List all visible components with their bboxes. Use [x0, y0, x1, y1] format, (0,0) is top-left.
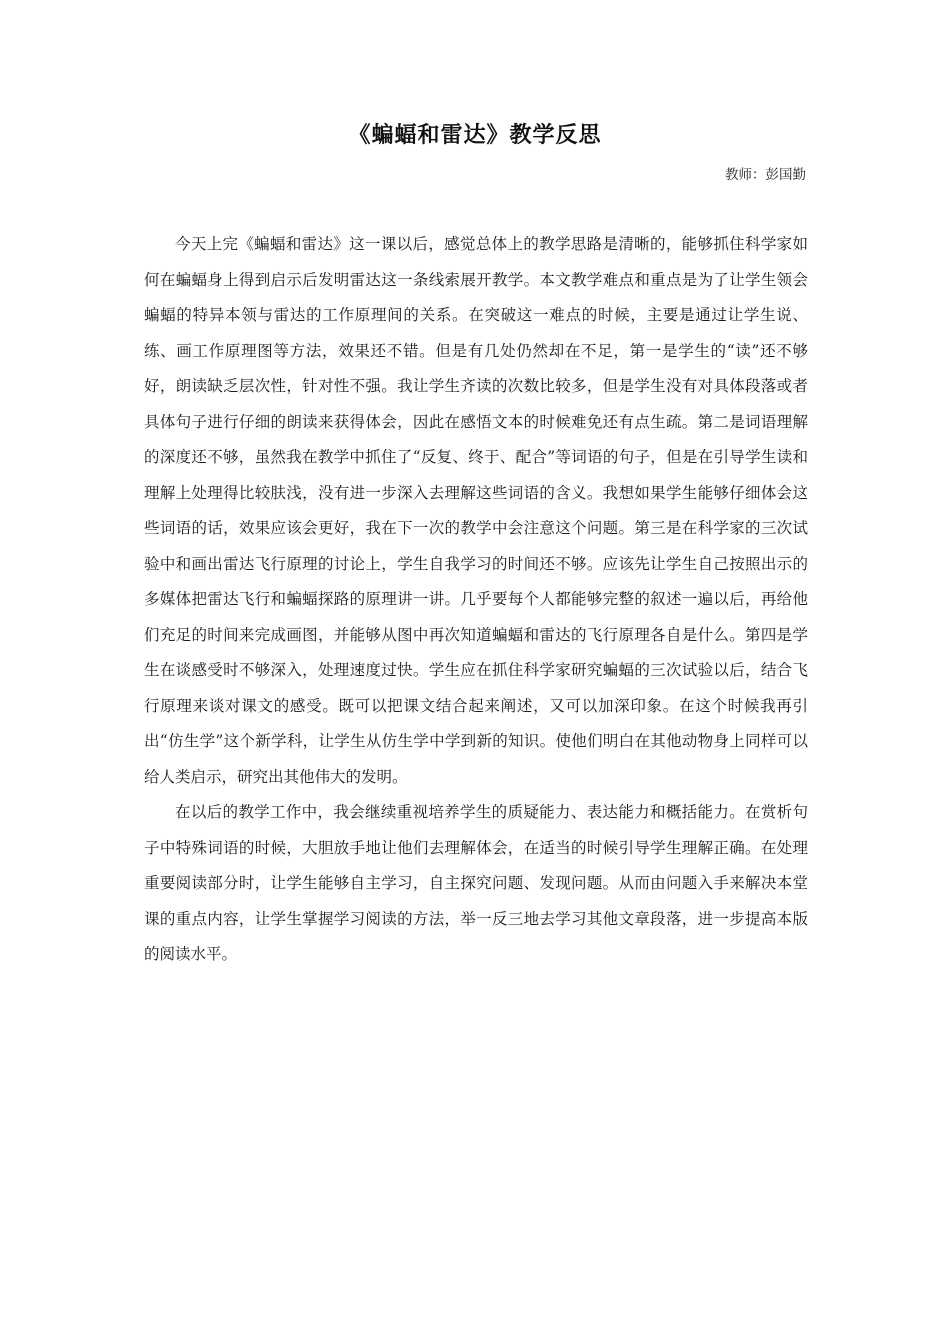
- paragraph-1: 今天上完《蝙蝠和雷达》这一课以后，感觉总体上的教学思路是清晰的，能够抓住科学家如何在蝙蝠身上得到启示后发明雷达这一条线索展开教学。本文教学难点和重点是为了让学生领会蝙蝠的特异本领与雷达的工作原理间的关系。在突破这一难点的时候，主要是通过让学生说、练、画工作原理图等方法，效果还不错。但是有几处仍然却在不足，第一是学生的“读”还不够好，朗读缺乏层次性，针对性不强。我让学生齐读的次数比较多，但是学生没有对具体段落或者具体句子进行仔细的朗读来获得体会，因此在感悟文本的时候难免还有点生疏。第二是词语理解的深度还不够，虽然我在教学中抓住了“反复、终于、配合”等词语的句子，但是在引导学生读和理解上处理得比较肤浅，没有进一步深入去理解这些词语的含义。我想如果学生能够仔细体会这些词语的话，效果应该会更好，我在下一次的教学中会注意这个问题。第三是在科学家的三次试验中和画出雷达飞行原理的讨论上，学生自我学习的时间还不够。应该先让学生自己按照出示的多媒体把雷达飞行和蝙蝠探路的原理讲一讲。几乎要每个人都能够完整的叙述一遍以后，再给他们充足的时间来完成画图，并能够从图中再次知道蝙蝠和雷达的飞行原理各自是什么。第四是学生在谈感受时不够深入，处理速度过快。学生应在抓住科学家研究蝙蝠的三次试验以后，结合飞行原理来谈对课文的感受。既可以把课文结合起来阐述，又可以加深印象。在这个时候我再引出“仿生学”这个新学科，让学生从仿生学中学到新的知识。使他们明白在其他动物身上同样可以给人类启示，研究出其他伟大的发明。: [144, 235, 808, 786]
- paragraph-2: 在以后的教学工作中，我会继续重视培养学生的质疑能力、表达能力和概括能力。在赏析句子中特殊词语的时候，大胆放手地让他们去理解体会，在适当的时候引导学生理解正确。在处理重要阅读部分时，让学生能够自主学习，自主探究问题、发现问题。从而由问题入手来解决本堂课的重点内容，让学生掌握学习阅读的方法，举一反三地去学习其他文章段落，进一步提高本版的阅读水平。: [144, 803, 808, 963]
- document-title: 《蝙蝠和雷达》教学反思: [348, 123, 602, 148]
- author-line: 教师：彭国勤: [725, 167, 806, 183]
- document-body: [144, 227, 808, 973]
